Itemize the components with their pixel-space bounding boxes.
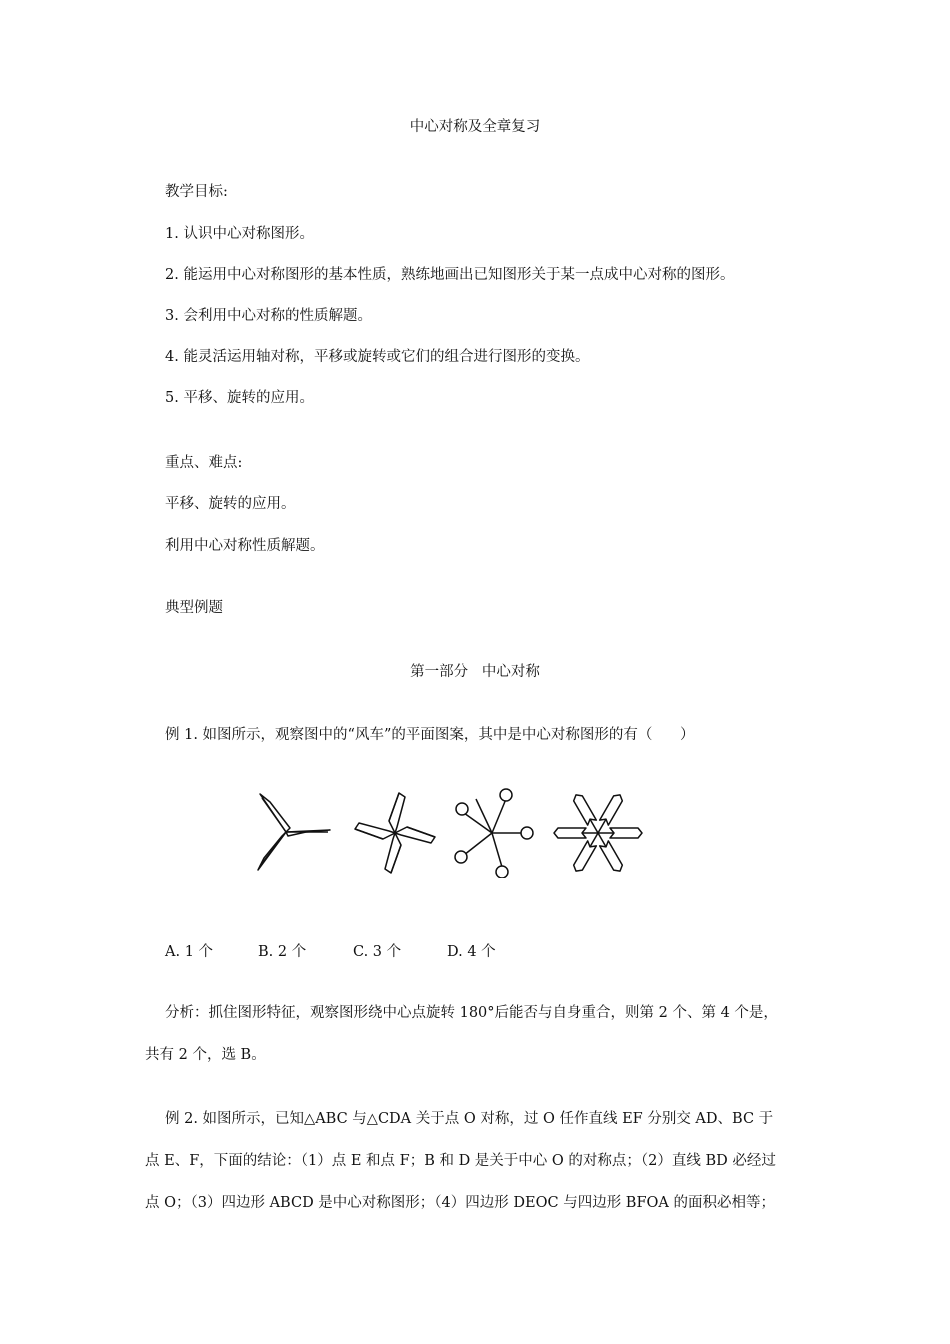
six-arrow-snowflake-icon	[554, 792, 642, 873]
example1-question: 例 1. 如图所示，观察图中的“风车”的平面图案，其中是中心对称图形的有（ ）	[165, 727, 695, 743]
option-d: D. 4 个	[447, 944, 496, 960]
examples-heading: 典型例题	[165, 600, 223, 616]
example1-analysis-cont: 共有 2 个，选 B。	[145, 1047, 266, 1063]
example1-analysis: 分析：抓住图形特征，观察图形绕中心点旋转 180°后能否与自身重合，则第 2 个、第 4 个是，	[165, 1005, 778, 1021]
three-blade-pinwheel-icon	[258, 794, 330, 870]
example2-text: 点 O；（3）四边形 ABCD 是中心对称图形；（4）四边形 DEOC 与四边形 BFOA 的面积必相等；	[145, 1195, 775, 1211]
section-title: 第一部分 中心对称	[410, 664, 540, 680]
option-b: B. 2 个	[258, 944, 307, 960]
objective-item: 2. 能运用中心对称图形的基本性质，熟练地画出已知图形关于某一点成中心对称的图形。	[165, 267, 735, 283]
option-c: C. 3 个	[353, 944, 402, 960]
objective-item: 3. 会利用中心对称的性质解题。	[165, 308, 372, 324]
option-a: A. 1 个	[165, 944, 214, 960]
objective-item: 4. 能灵活运用轴对称，平移或旋转或它们的组合进行图形的变换。	[165, 349, 590, 365]
key-point-item: 平移、旋转的应用。	[165, 496, 296, 512]
example2-text: 点 E、F，下面的结论：（1）点 E 和点 F；B 和 D 是关于中心 O 的对称点；（2）直线 BD 必经过	[145, 1153, 776, 1169]
key-point-item: 利用中心对称性质解题。	[165, 538, 325, 554]
objective-item: 5. 平移、旋转的应用。	[165, 390, 314, 406]
four-blade-pinwheel-icon	[355, 793, 435, 873]
example2-text: 例 2. 如图所示，已知△ABC 与△CDA 关于点 O 对称，过 O 任作直线 EF 分别交 AD、BC 于	[165, 1111, 774, 1127]
pinwheel-figures	[250, 788, 650, 878]
page-title: 中心对称及全章复习	[409, 119, 541, 135]
five-circle-star-icon	[455, 789, 533, 878]
objective-item: 1. 认识中心对称图形。	[165, 226, 314, 242]
key-points-heading: 重点、难点:	[165, 455, 243, 471]
objectives-heading: 教学目标:	[165, 184, 228, 200]
